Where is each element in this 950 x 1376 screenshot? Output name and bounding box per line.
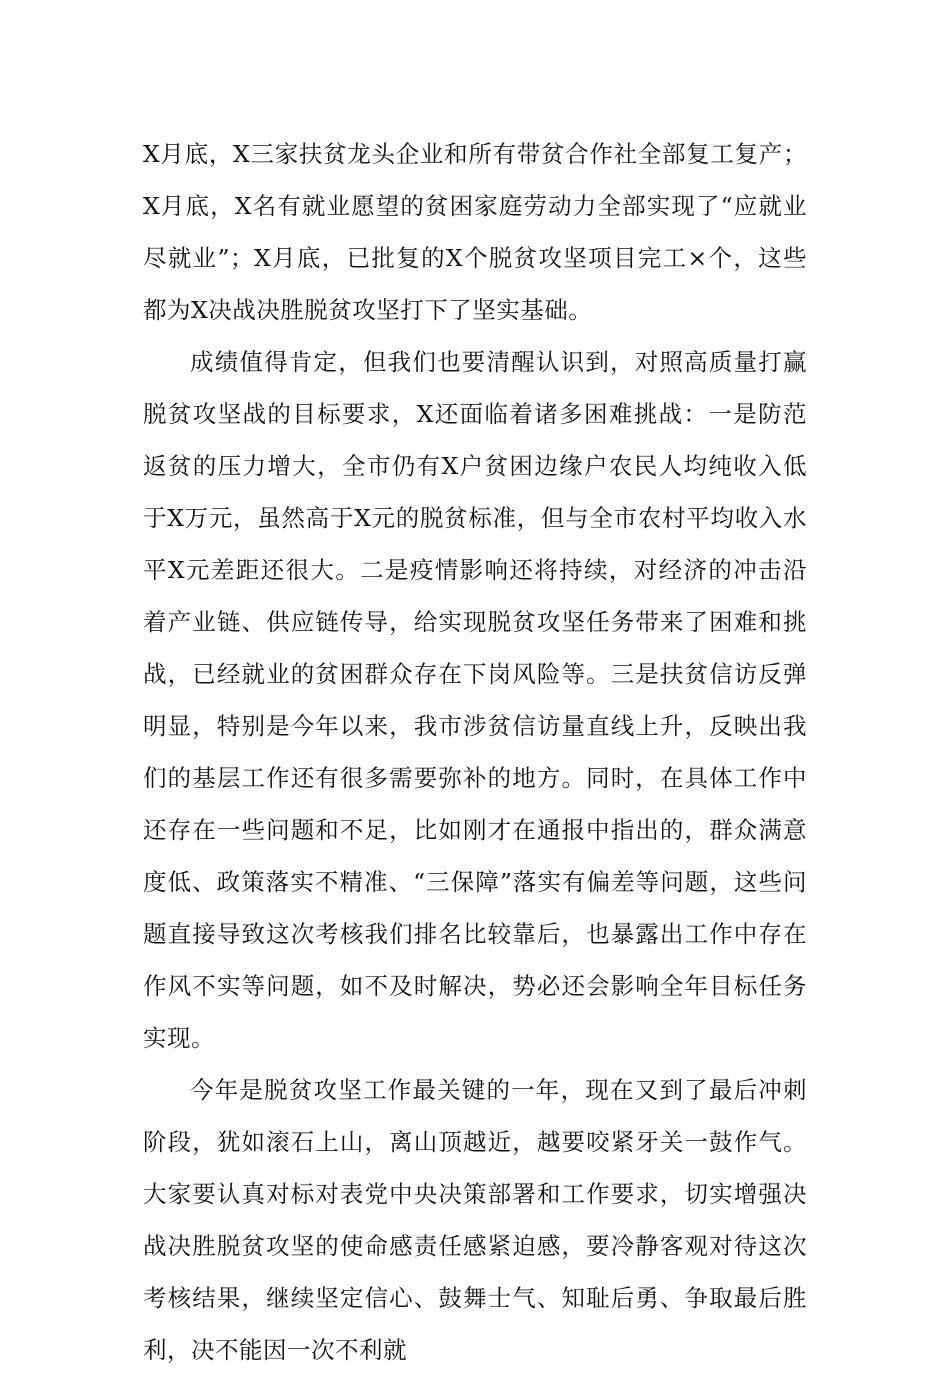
paragraph-2: 成绩值得肯定，但我们也要清醒认识到，对照高质量打赢脱贫攻坚战的目标要求，X还面临着诸多困难挑战：一是防范返贫的压力增大，全市仍有X户贫困边缘户农民人均纯收入低于X万元，虽然高于X元的脱贫标准，但与全市农村平均收入水平X元差距还很大。二是疫情影响还将持续，对经济的冲击沿着产业链、供应链传导，给实现脱贫攻坚任务带来了困难和挑战，已经就业的贫困群众存在下岗风险等。三是扶贫信访反弹明显，特别是今年以来，我市涉贫信访量直线上升，反映出我们的基层工作还有很多需要弥补的地方。同时，在具体工作中还存在一些问题和不足，比如刚才在通报中指出的，群众满意度低、政策落实不精准、“三保障”落实有偏差等问题，这些问题直接导致这次考核我们排名比较靠后，也暴露出工作中存在作风不实等问题，如不及时解决，势必还会影响全年目标任务实现。 (143, 348, 807, 1052)
paragraph-1: X月底，X三家扶贫龙头企业和所有带贫合作社全部复工复产；X月底，X名有就业愿望的贫困家庭劳动力全部实现了“应就业尽就业”；X月底，已批复的X个脱贫攻坚项目完工×个，这些都为X决战决胜脱贫攻坚打下了坚实基础。 (143, 140, 807, 324)
paragraph-3: 今年是脱贫攻坚工作最关键的一年，现在又到了最后冲刺阶段，犹如滚石上山，离山顶越近，越要咬紧牙关一鼓作气。大家要认真对标对表党中央决策部署和工作要求，切实增强决战决胜脱贫攻坚的使命感责任感紧迫感，要冷静客观对待这次考核结果，继续坚定信心、鼓舞士气、知耻后勇、争取最后胜利，决不能因一次不利就 (143, 1076, 807, 1364)
document-body (143, 128, 807, 1376)
